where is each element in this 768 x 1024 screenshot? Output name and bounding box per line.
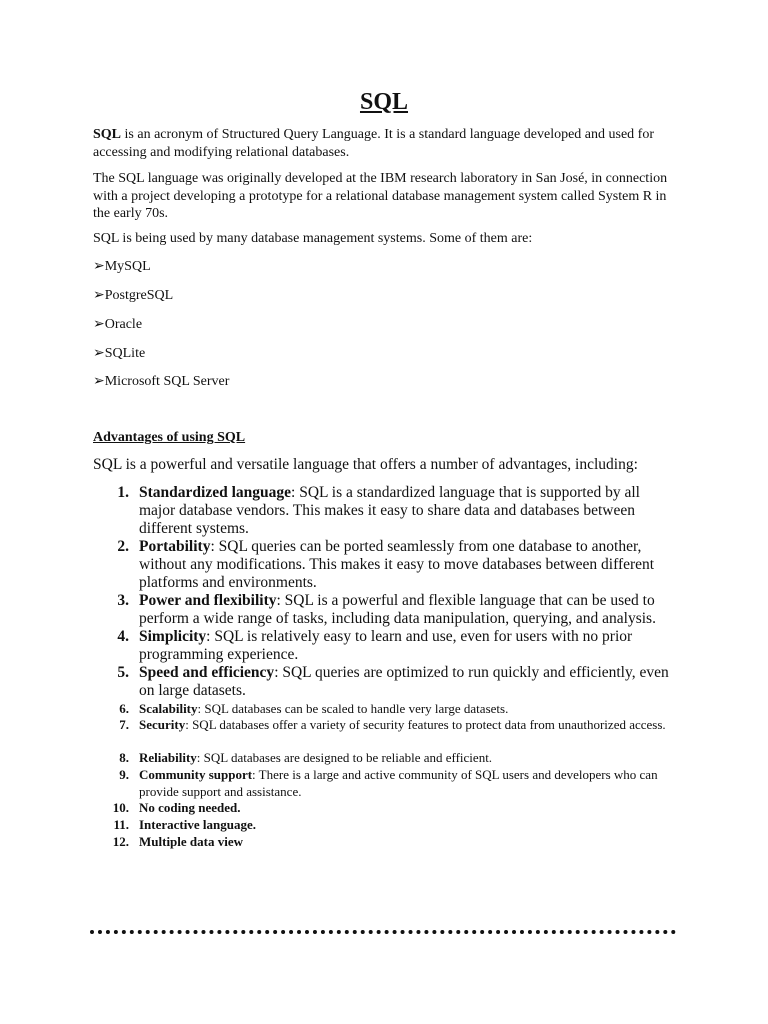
advantages-intro: SQL is a powerful and versatile language that offers a number of advantages, including:	[93, 456, 638, 473]
item-text: : SQL queries can be ported seamlessly from one database to another, without any modifications. This makes it easy to move databases between different platforms and environments.	[139, 538, 655, 591]
item-text: : SQL databases offer a variety of security features to protect data from unauthorized access.	[185, 717, 666, 732]
advantage-item	[117, 628, 679, 664]
item-term: Power and flexibility	[139, 592, 277, 609]
bullet-item	[93, 316, 142, 334]
item-number: 1.	[117, 484, 129, 501]
item-number: 7.	[119, 717, 129, 732]
item-term: Reliability	[139, 750, 197, 765]
item-text: : SQL databases can be scaled to handle very large datasets.	[197, 701, 509, 716]
item-term: Standardized language	[139, 484, 292, 501]
item-term: Interactive language.	[139, 817, 256, 832]
item-number: 6.	[119, 701, 129, 716]
item-term: Speed and efficiency	[139, 664, 275, 681]
bullet-text: PostgreSQL	[104, 288, 174, 303]
item-number: 2.	[117, 538, 129, 555]
bullet-item	[93, 373, 229, 391]
bullet-arrow-icon: ➢	[93, 259, 105, 274]
item-number: 11.	[113, 817, 129, 832]
intro-paragraph	[93, 126, 683, 161]
advantage-item	[119, 750, 679, 767]
bullet-item	[93, 345, 145, 363]
systems-intro: SQL is being used by many database management systems. Some of them are:	[93, 231, 533, 246]
item-text: : SQL is a powerful and flexible language that can be used to perform a wide range of tasks, including data manipulation, querying, and analysis.	[139, 592, 656, 627]
item-term: Simplicity	[139, 628, 207, 645]
bullet-text: SQLite	[104, 346, 146, 361]
advantage-item	[117, 484, 679, 538]
item-number: 4.	[117, 628, 129, 645]
item-term: Community support	[139, 767, 253, 782]
page-title: SQL	[359, 89, 409, 115]
intro-text: is an acronym of Structured Query Language. It is a standard language developed and used for accessing and modifying relational databases.	[93, 127, 654, 160]
item-number: 8.	[119, 750, 129, 765]
advantage-item	[112, 800, 679, 817]
advantages-heading: Advantages of using SQL	[93, 430, 246, 445]
item-term: Scalability	[139, 701, 198, 716]
advantage-item	[117, 664, 679, 700]
item-number: 10.	[112, 800, 129, 815]
item-number: 5.	[117, 664, 129, 681]
bullet-arrow-icon: ➢	[93, 288, 105, 303]
advantage-item	[119, 701, 679, 718]
item-number: 3.	[117, 592, 129, 609]
item-text: : SQL is relatively easy to learn and use, even for users with no prior programming experience.	[139, 628, 633, 663]
bullet-item	[93, 258, 151, 276]
bullet-text: MySQL	[104, 259, 151, 274]
bullet-arrow-icon: ➢	[93, 374, 105, 389]
advantage-item	[113, 817, 679, 834]
item-number: 12.	[112, 834, 129, 849]
advantage-item	[119, 767, 679, 800]
advantage-item	[117, 592, 679, 628]
item-text: : SQL databases are designed to be reliable and efficient.	[196, 750, 493, 765]
item-term: Security	[139, 717, 186, 732]
advantage-item	[112, 834, 679, 851]
bullet-arrow-icon: ➢	[93, 317, 105, 332]
bullet-arrow-icon: ➢	[93, 346, 105, 361]
item-text: : SQL is a standardized language that is supported by all major database vendors. This makes it easy to share data and databases between different systems.	[139, 484, 640, 537]
item-term: Portability	[139, 538, 211, 555]
item-text: : SQL queries are optimized to run quickly and efficiently, even on large datasets.	[139, 664, 669, 699]
intro-term: SQL	[93, 127, 122, 142]
history-paragraph: The SQL language was originally developed at the IBM research laboratory in San José, in connection with a project developing a prototype for a relational database management system called System R in the early 70s.	[93, 171, 668, 221]
item-text: : There is a large and active community of SQL users and developers who can provide support and assistance.	[139, 767, 658, 799]
bullet-text: Oracle	[104, 317, 143, 332]
dotted-divider	[90, 930, 676, 934]
item-number: 9.	[119, 767, 129, 782]
bullet-text: Microsoft SQL Server	[104, 374, 230, 389]
bullet-item	[93, 287, 173, 305]
advantage-item	[117, 538, 679, 592]
item-term: No coding needed.	[139, 800, 241, 815]
advantage-item	[119, 717, 679, 734]
item-term: Multiple data view	[139, 834, 243, 849]
